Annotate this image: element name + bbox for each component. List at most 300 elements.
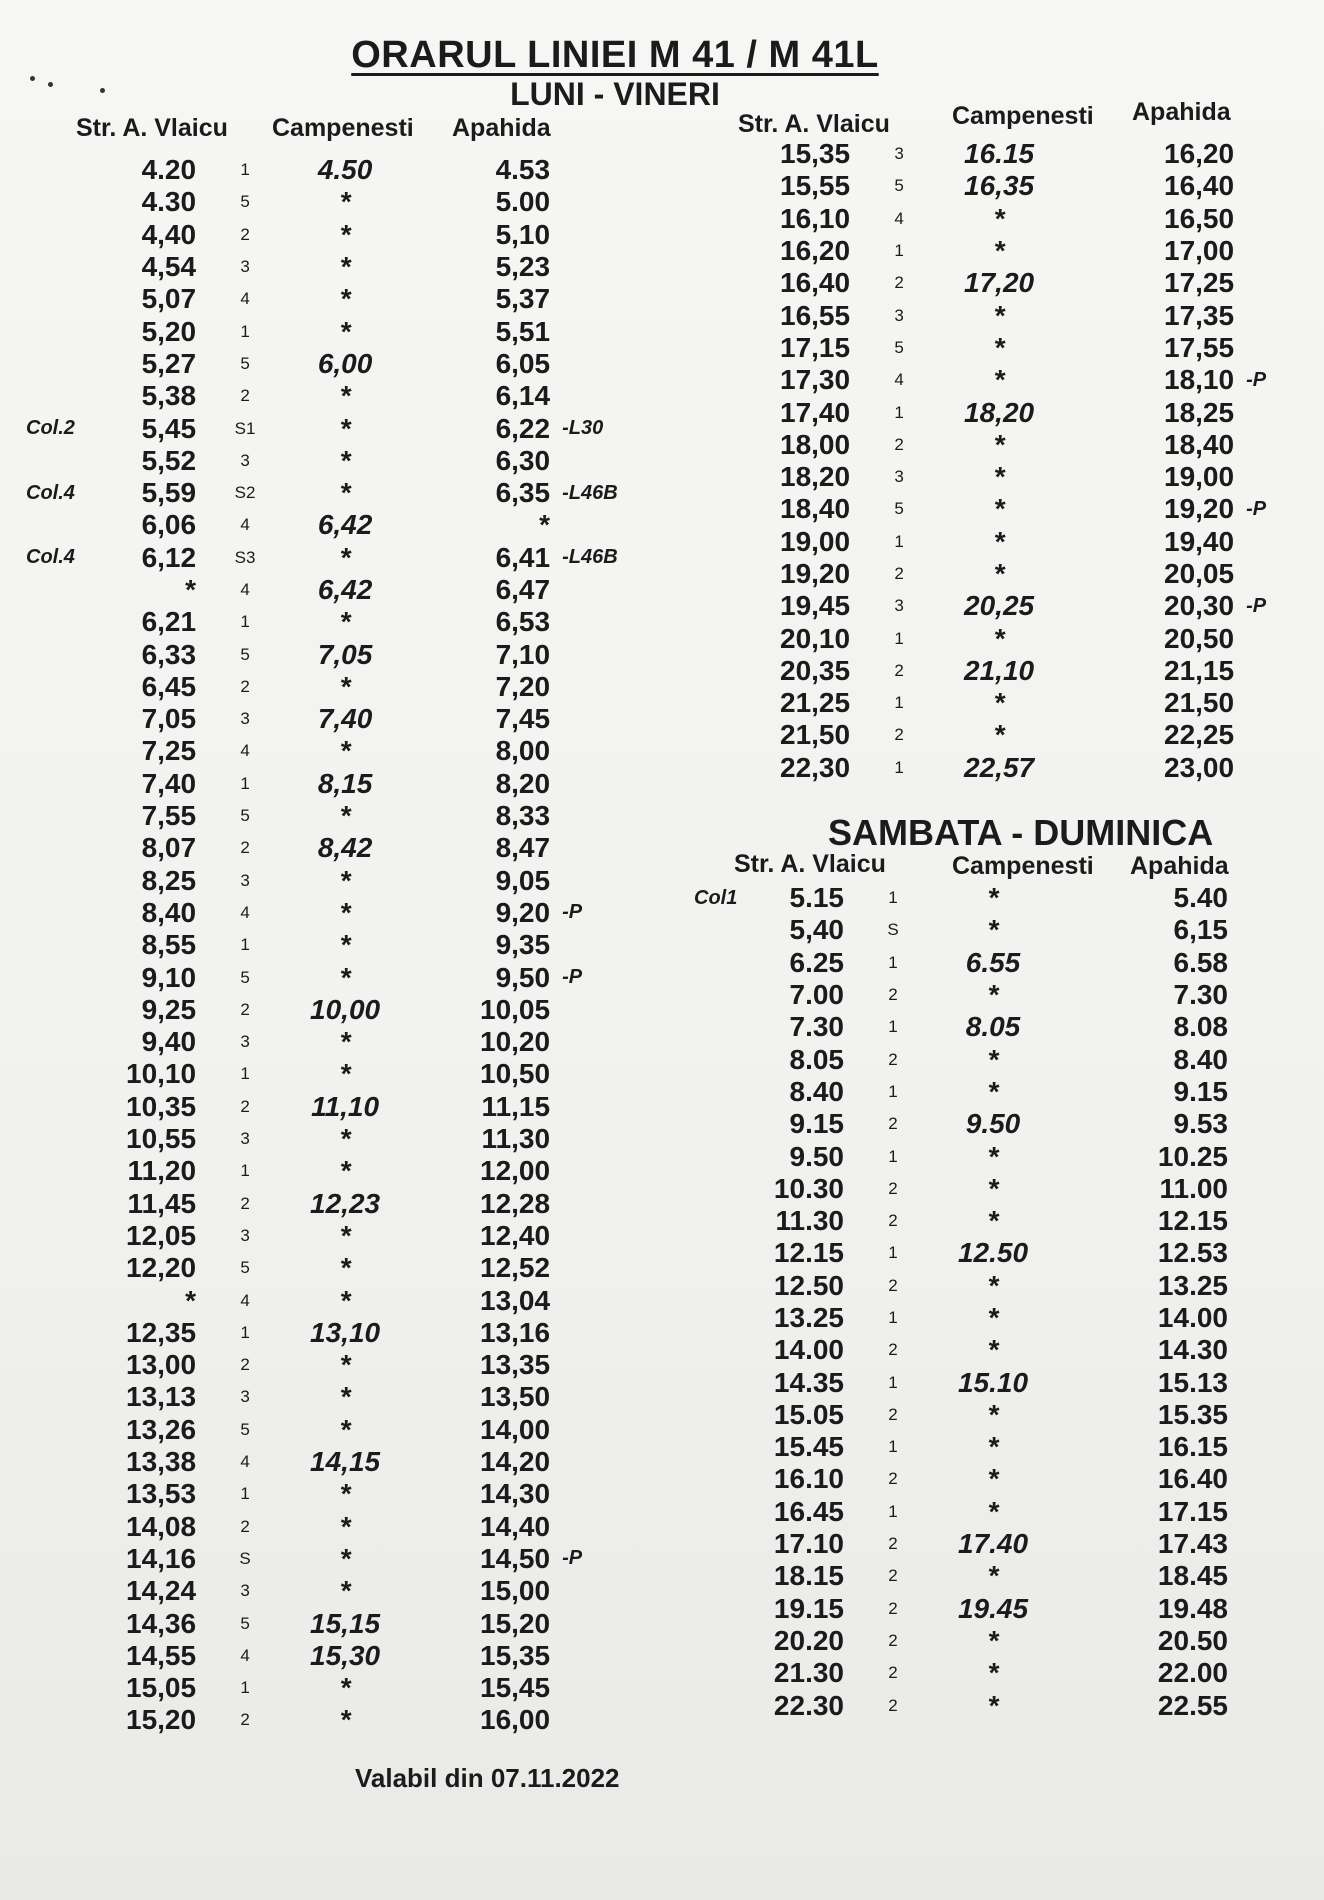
table-row (26, 1155, 630, 1187)
campenesti-time: 15,30 (310, 1639, 381, 1671)
note-label (1228, 979, 1258, 1011)
table-row (694, 1528, 1258, 1560)
table-row (26, 1381, 630, 1413)
departure-time: 6,33 (141, 638, 197, 670)
departure-time: 5.15 (789, 882, 844, 914)
departure-time: 14,16 (126, 1542, 197, 1574)
apahida-time: 14,20 (480, 1446, 551, 1478)
apahida-time: 5,37 (495, 283, 551, 315)
campenesti-time: * (339, 380, 351, 412)
column-code: 4 (240, 741, 250, 761)
table-row (700, 752, 1284, 784)
table-row (700, 429, 1284, 461)
departure-time: 14.00 (773, 1334, 844, 1366)
prefix-label (694, 1270, 760, 1302)
apahida-time: 11,30 (481, 1123, 551, 1155)
table-row (26, 929, 630, 961)
column-code: 1 (240, 1322, 250, 1342)
campenesti-time: * (987, 1075, 999, 1107)
prefix-label (26, 1672, 126, 1704)
apahida-time: 18,25 (1164, 396, 1235, 428)
apahida-time: 6,47 (495, 574, 551, 605)
apahida-time: 5.40 (1173, 882, 1228, 914)
departure-time: 11,45 (127, 1187, 197, 1219)
column-code: 5 (240, 192, 250, 212)
table-row (700, 299, 1284, 331)
departure-time: 12.50 (773, 1269, 844, 1301)
table-row (694, 1270, 1258, 1302)
note-label (550, 348, 630, 380)
column-code: 1 (240, 935, 250, 955)
prefix-label (26, 283, 126, 315)
table-row (26, 1672, 630, 1704)
prefix-label (694, 1140, 760, 1172)
apahida-time: 16.15 (1157, 1431, 1228, 1463)
campenesti-time: * (339, 1026, 351, 1058)
departure-time: 8.40 (789, 1075, 844, 1107)
prefix-label (26, 961, 126, 993)
campenesti-time: * (987, 1560, 999, 1592)
departure-time: * (185, 1284, 197, 1316)
note-label (550, 1284, 630, 1316)
weekday-schedule-right (700, 138, 1284, 784)
campenesti-time: * (339, 412, 351, 444)
campenesti-time: 6.55 (965, 946, 1021, 978)
table-row (26, 251, 630, 283)
prefix-label (26, 1091, 126, 1123)
note-label: -P (1246, 497, 1267, 520)
departure-time: 7.30 (789, 1011, 844, 1043)
table-row (26, 865, 630, 897)
table-row (26, 283, 630, 315)
departure-time: 19.15 (773, 1592, 844, 1624)
departure-time: 16.10 (773, 1463, 844, 1495)
note-label (550, 186, 630, 218)
note-label (550, 1607, 630, 1639)
departure-time: 15.45 (773, 1431, 844, 1463)
campenesti-time: * (987, 1302, 999, 1333)
table-row (26, 154, 630, 186)
table-row (694, 882, 1258, 914)
apahida-time: 9,35 (495, 929, 551, 961)
prefix-label (700, 655, 780, 687)
prefix-label (26, 1381, 126, 1413)
prefix-label (26, 768, 126, 800)
campenesti-time: * (339, 800, 351, 832)
note-label (550, 703, 630, 735)
campenesti-time: * (987, 1495, 999, 1527)
table-row (694, 914, 1258, 946)
column-code: 1 (240, 321, 250, 341)
note-label (550, 219, 630, 251)
apahida-time: 17,25 (1164, 267, 1235, 299)
campenesti-time: * (987, 914, 999, 946)
prefix-label (694, 1173, 760, 1205)
table-row (26, 1640, 630, 1672)
table-row (26, 412, 630, 444)
column-code: 2 (240, 224, 250, 244)
apahida-time: 20.50 (1157, 1624, 1228, 1656)
table-row (700, 526, 1284, 558)
apahida-time: 17,35 (1164, 299, 1235, 331)
column-code: 4 (240, 1452, 250, 1472)
note-label (550, 1640, 630, 1672)
prefix-label (700, 429, 780, 461)
campenesti-time: 21,10 (964, 654, 1035, 686)
prefix-label (700, 267, 780, 299)
apahida-time: 9.53 (1173, 1108, 1228, 1140)
apahida-time: 9,20 (495, 896, 551, 928)
note-label (550, 380, 630, 412)
apahida-time: 7,10 (495, 638, 551, 670)
column-code: 5 (240, 967, 250, 987)
departure-time: 7.00 (789, 979, 844, 1011)
table-row (26, 1478, 630, 1510)
campenesti-time: * (993, 719, 1005, 751)
column-code: 2 (888, 1114, 898, 1134)
prefix-label (26, 348, 126, 380)
campenesti-time: 8,42 (317, 832, 373, 864)
column-code: 1 (888, 1372, 898, 1392)
apahida-time: 12.15 (1157, 1205, 1228, 1237)
table-row (700, 558, 1284, 590)
campenesti-time: 22,57 (964, 751, 1035, 783)
departure-time: 16,40 (780, 267, 851, 299)
prefix-label (26, 1478, 126, 1510)
column-code: 2 (240, 1096, 250, 1116)
table-row (26, 1058, 630, 1090)
note-label (550, 315, 630, 347)
table-row (26, 1349, 630, 1381)
apahida-time: 5,23 (495, 251, 551, 283)
prefix-label (694, 1334, 760, 1366)
table-row (26, 219, 630, 251)
note-label (1228, 882, 1258, 914)
departure-time: 4.30 (141, 186, 197, 218)
table-row (700, 590, 1284, 622)
apahida-time: 19,40 (1164, 525, 1235, 557)
table-row (26, 961, 630, 993)
departure-time: 11.30 (775, 1205, 844, 1237)
departure-time: 7,40 (141, 767, 197, 799)
apahida-time: 17.43 (1157, 1528, 1228, 1560)
departure-time: 6.25 (789, 946, 844, 978)
prefix-label (700, 396, 780, 428)
column-code: 3 (894, 467, 904, 487)
column-code: S1 (234, 418, 256, 438)
apahida-time: 21,15 (1164, 654, 1235, 686)
campenesti-time: * (339, 1349, 351, 1381)
note-label (550, 1188, 630, 1220)
campenesti-time: 18,20 (964, 396, 1035, 428)
departure-time: 19,20 (780, 558, 851, 589)
table-row (26, 638, 630, 670)
note-label (1228, 1496, 1258, 1528)
departure-time: 10,10 (126, 1058, 197, 1090)
campenesti-time: * (993, 461, 1005, 493)
departure-time: 21,50 (780, 719, 851, 751)
table-row (26, 477, 630, 509)
prefix-label (694, 1528, 760, 1560)
departure-time: 8.05 (789, 1043, 844, 1075)
apahida-time: 10.25 (1157, 1140, 1228, 1172)
prefix-label (26, 1640, 126, 1672)
note-label (1228, 1399, 1258, 1431)
header-vlaicu: Str. A. Vlaicu (738, 110, 890, 138)
table-row (26, 542, 630, 574)
note-label (1228, 1237, 1258, 1269)
note-label (1234, 687, 1284, 719)
column-code: 4 (240, 1645, 250, 1665)
prefix-label: Col.4 (26, 481, 75, 504)
apahida-time: 12,40 (480, 1219, 551, 1251)
departure-time: 21.30 (773, 1657, 844, 1689)
apahida-time: 17,00 (1164, 235, 1235, 267)
column-code: 3 (240, 1387, 250, 1407)
prefix-label (26, 865, 126, 897)
note-label (550, 283, 630, 315)
table-row (694, 1657, 1258, 1689)
table-row (694, 1689, 1258, 1721)
column-code: 5 (240, 353, 250, 373)
prefix-label (26, 1220, 126, 1252)
column-code: 2 (888, 1566, 898, 1586)
column-code: 3 (894, 144, 904, 164)
departure-time: 14,36 (126, 1607, 197, 1639)
apahida-time: 14,50 (480, 1542, 551, 1574)
note-label (1228, 1560, 1258, 1592)
column-code: 4 (240, 1290, 250, 1310)
campenesti-time: * (339, 1381, 351, 1413)
column-code: 2 (240, 676, 250, 696)
departure-time: 5,52 (141, 444, 197, 476)
note-label (550, 509, 630, 541)
note-label (1228, 1334, 1258, 1366)
apahida-time: 16,00 (480, 1704, 551, 1736)
prefix-label (700, 752, 780, 784)
campenesti-time: * (987, 1398, 999, 1430)
prefix-label (700, 558, 780, 590)
table-row (700, 235, 1284, 267)
apahida-time: 5,51 (495, 315, 551, 347)
column-code: 1 (888, 1243, 898, 1263)
column-code: 4 (894, 370, 904, 390)
departure-time: 4,54 (141, 251, 197, 283)
departure-time: 6,06 (141, 509, 197, 541)
prefix-label (26, 380, 126, 412)
departure-time: * (185, 574, 197, 605)
note-label: -L30 (562, 417, 604, 440)
note-label (1234, 203, 1284, 235)
campenesti-time: 12,23 (310, 1187, 381, 1219)
table-row (694, 1043, 1258, 1075)
table-row (26, 1284, 630, 1316)
campenesti-time: 10,00 (310, 993, 381, 1025)
column-code: 5 (240, 806, 250, 826)
campenesti-time: 17,20 (964, 267, 1035, 299)
campenesti-time: * (339, 315, 351, 347)
apahida-time: 14,30 (480, 1478, 551, 1510)
apahida-time: 6,35 (495, 477, 551, 509)
departure-time: 19,45 (780, 590, 851, 622)
column-code: 1 (888, 1146, 898, 1166)
column-code: 2 (894, 660, 904, 680)
table-row (26, 832, 630, 864)
campenesti-time: * (987, 1140, 999, 1172)
prefix-label (26, 1188, 126, 1220)
apahida-time: 5,10 (495, 218, 551, 250)
departure-time: 15,55 (780, 170, 851, 202)
departure-time: 13,53 (126, 1478, 197, 1510)
column-code: 2 (240, 838, 250, 858)
column-code: 3 (240, 450, 250, 470)
note-label (550, 800, 630, 832)
prefix-label (694, 914, 760, 946)
table-row (694, 1496, 1258, 1528)
prefix-label (26, 251, 126, 283)
prefix-label (694, 1366, 760, 1398)
note-label (1228, 1366, 1258, 1398)
prefix-label (700, 687, 780, 719)
departure-time: 12,35 (126, 1316, 197, 1348)
departure-time: 15,05 (126, 1672, 197, 1704)
note-label (1234, 752, 1284, 784)
column-code: 3 (240, 870, 250, 890)
prefix-label (26, 897, 126, 929)
campenesti-time: 15.10 (957, 1366, 1029, 1398)
prefix-label (26, 1123, 126, 1155)
column-code: S (239, 1548, 251, 1568)
campenesti-time: 20,25 (964, 590, 1035, 622)
apahida-time: 16,20 (1164, 138, 1235, 170)
campenesti-time: 7,40 (317, 703, 373, 735)
note-label (1228, 1689, 1258, 1721)
header-campenesti: Campenesti (952, 102, 1094, 130)
column-code: 1 (894, 757, 904, 777)
apahida-time: 18,40 (1164, 428, 1235, 460)
column-code: 1 (888, 1437, 898, 1457)
column-code: 3 (894, 596, 904, 616)
departure-time: 17,15 (780, 331, 851, 363)
note-label (1234, 429, 1284, 461)
campenesti-time: 4.50 (317, 154, 373, 186)
prefix-label (26, 1284, 126, 1316)
campenesti-time: * (993, 493, 1005, 525)
prefix-label (26, 219, 126, 251)
prefix-label (694, 1108, 760, 1140)
note-label (550, 154, 630, 186)
note-label (550, 574, 630, 606)
campenesti-time: * (987, 1334, 999, 1366)
apahida-time: 16,40 (1164, 170, 1235, 202)
column-code: S3 (234, 547, 256, 567)
campenesti-time: 17.40 (957, 1528, 1029, 1560)
column-code: 3 (240, 1032, 250, 1052)
header-apahida: Apahida (1130, 852, 1229, 880)
departure-time: 16,20 (780, 235, 851, 267)
table-row (700, 461, 1284, 493)
apahida-time: 18.45 (1157, 1560, 1228, 1592)
column-code: 2 (240, 1710, 250, 1730)
column-code: 2 (888, 1211, 898, 1231)
apahida-time: 6,14 (495, 380, 551, 412)
note-label (1228, 1270, 1258, 1302)
departure-time: 20,10 (780, 622, 851, 654)
departure-time: 13,13 (126, 1381, 197, 1413)
campenesti-time: * (987, 1043, 999, 1075)
departure-time: 5,07 (141, 283, 197, 315)
campenesti-time: * (987, 1624, 999, 1656)
apahida-time: 15,20 (480, 1607, 551, 1639)
campenesti-time: * (987, 1431, 999, 1463)
departure-time: 7,55 (141, 800, 197, 832)
header-apahida: Apahida (452, 114, 551, 142)
note-label (1228, 1625, 1258, 1657)
note-label (1228, 947, 1258, 979)
note-label (1228, 1431, 1258, 1463)
departure-time: 9,40 (141, 1026, 197, 1058)
campenesti-time: * (339, 541, 351, 573)
table-row (26, 768, 630, 800)
apahida-time: 13,35 (480, 1349, 551, 1381)
departure-time: 13,26 (126, 1413, 197, 1445)
departure-time: 13,00 (126, 1349, 197, 1381)
departure-time: 8,55 (141, 929, 197, 961)
campenesti-time: 16.15 (964, 138, 1035, 170)
note-label: -L46B (562, 481, 618, 504)
table-row (26, 186, 630, 218)
prefix-label (26, 1252, 126, 1284)
table-row (694, 1205, 1258, 1237)
column-code: 1 (894, 402, 904, 422)
apahida-time: * (539, 509, 551, 541)
apahida-time: 14,00 (480, 1413, 551, 1445)
note-label (550, 1123, 630, 1155)
prefix-label (700, 364, 780, 396)
apahida-time: 23,00 (1164, 751, 1235, 783)
apahida-time: 13,16 (480, 1316, 551, 1348)
campenesti-time: * (993, 687, 1005, 719)
table-row (694, 1011, 1258, 1043)
table-row (694, 1399, 1258, 1431)
apahida-time: 7,20 (495, 670, 551, 702)
table-row (694, 979, 1258, 1011)
prefix-label (700, 138, 780, 170)
table-row (694, 1140, 1258, 1172)
campenesti-time: * (339, 929, 351, 961)
departure-time: 22.30 (773, 1689, 844, 1721)
departure-time: 12.15 (773, 1237, 844, 1269)
departure-time: 8,07 (141, 832, 197, 864)
departure-time: 17,30 (780, 364, 851, 396)
note-label (1234, 332, 1284, 364)
prefix-label: Col.2 (26, 417, 75, 440)
departure-time: 11,20 (127, 1155, 197, 1187)
campenesti-time: 6,42 (317, 509, 373, 541)
prefix-label (694, 1689, 760, 1721)
prefix-label (26, 703, 126, 735)
note-label (1234, 719, 1284, 751)
departure-time: 7,05 (141, 703, 197, 735)
campenesti-time: 9.50 (965, 1108, 1021, 1140)
apahida-time: 15.35 (1157, 1398, 1228, 1430)
prefix-label (26, 832, 126, 864)
note-label (550, 1446, 630, 1478)
table-row (694, 1108, 1258, 1140)
apahida-time: 6.58 (1173, 946, 1228, 978)
departure-time: 9.15 (789, 1108, 844, 1140)
apahida-time: 12,52 (480, 1252, 551, 1284)
